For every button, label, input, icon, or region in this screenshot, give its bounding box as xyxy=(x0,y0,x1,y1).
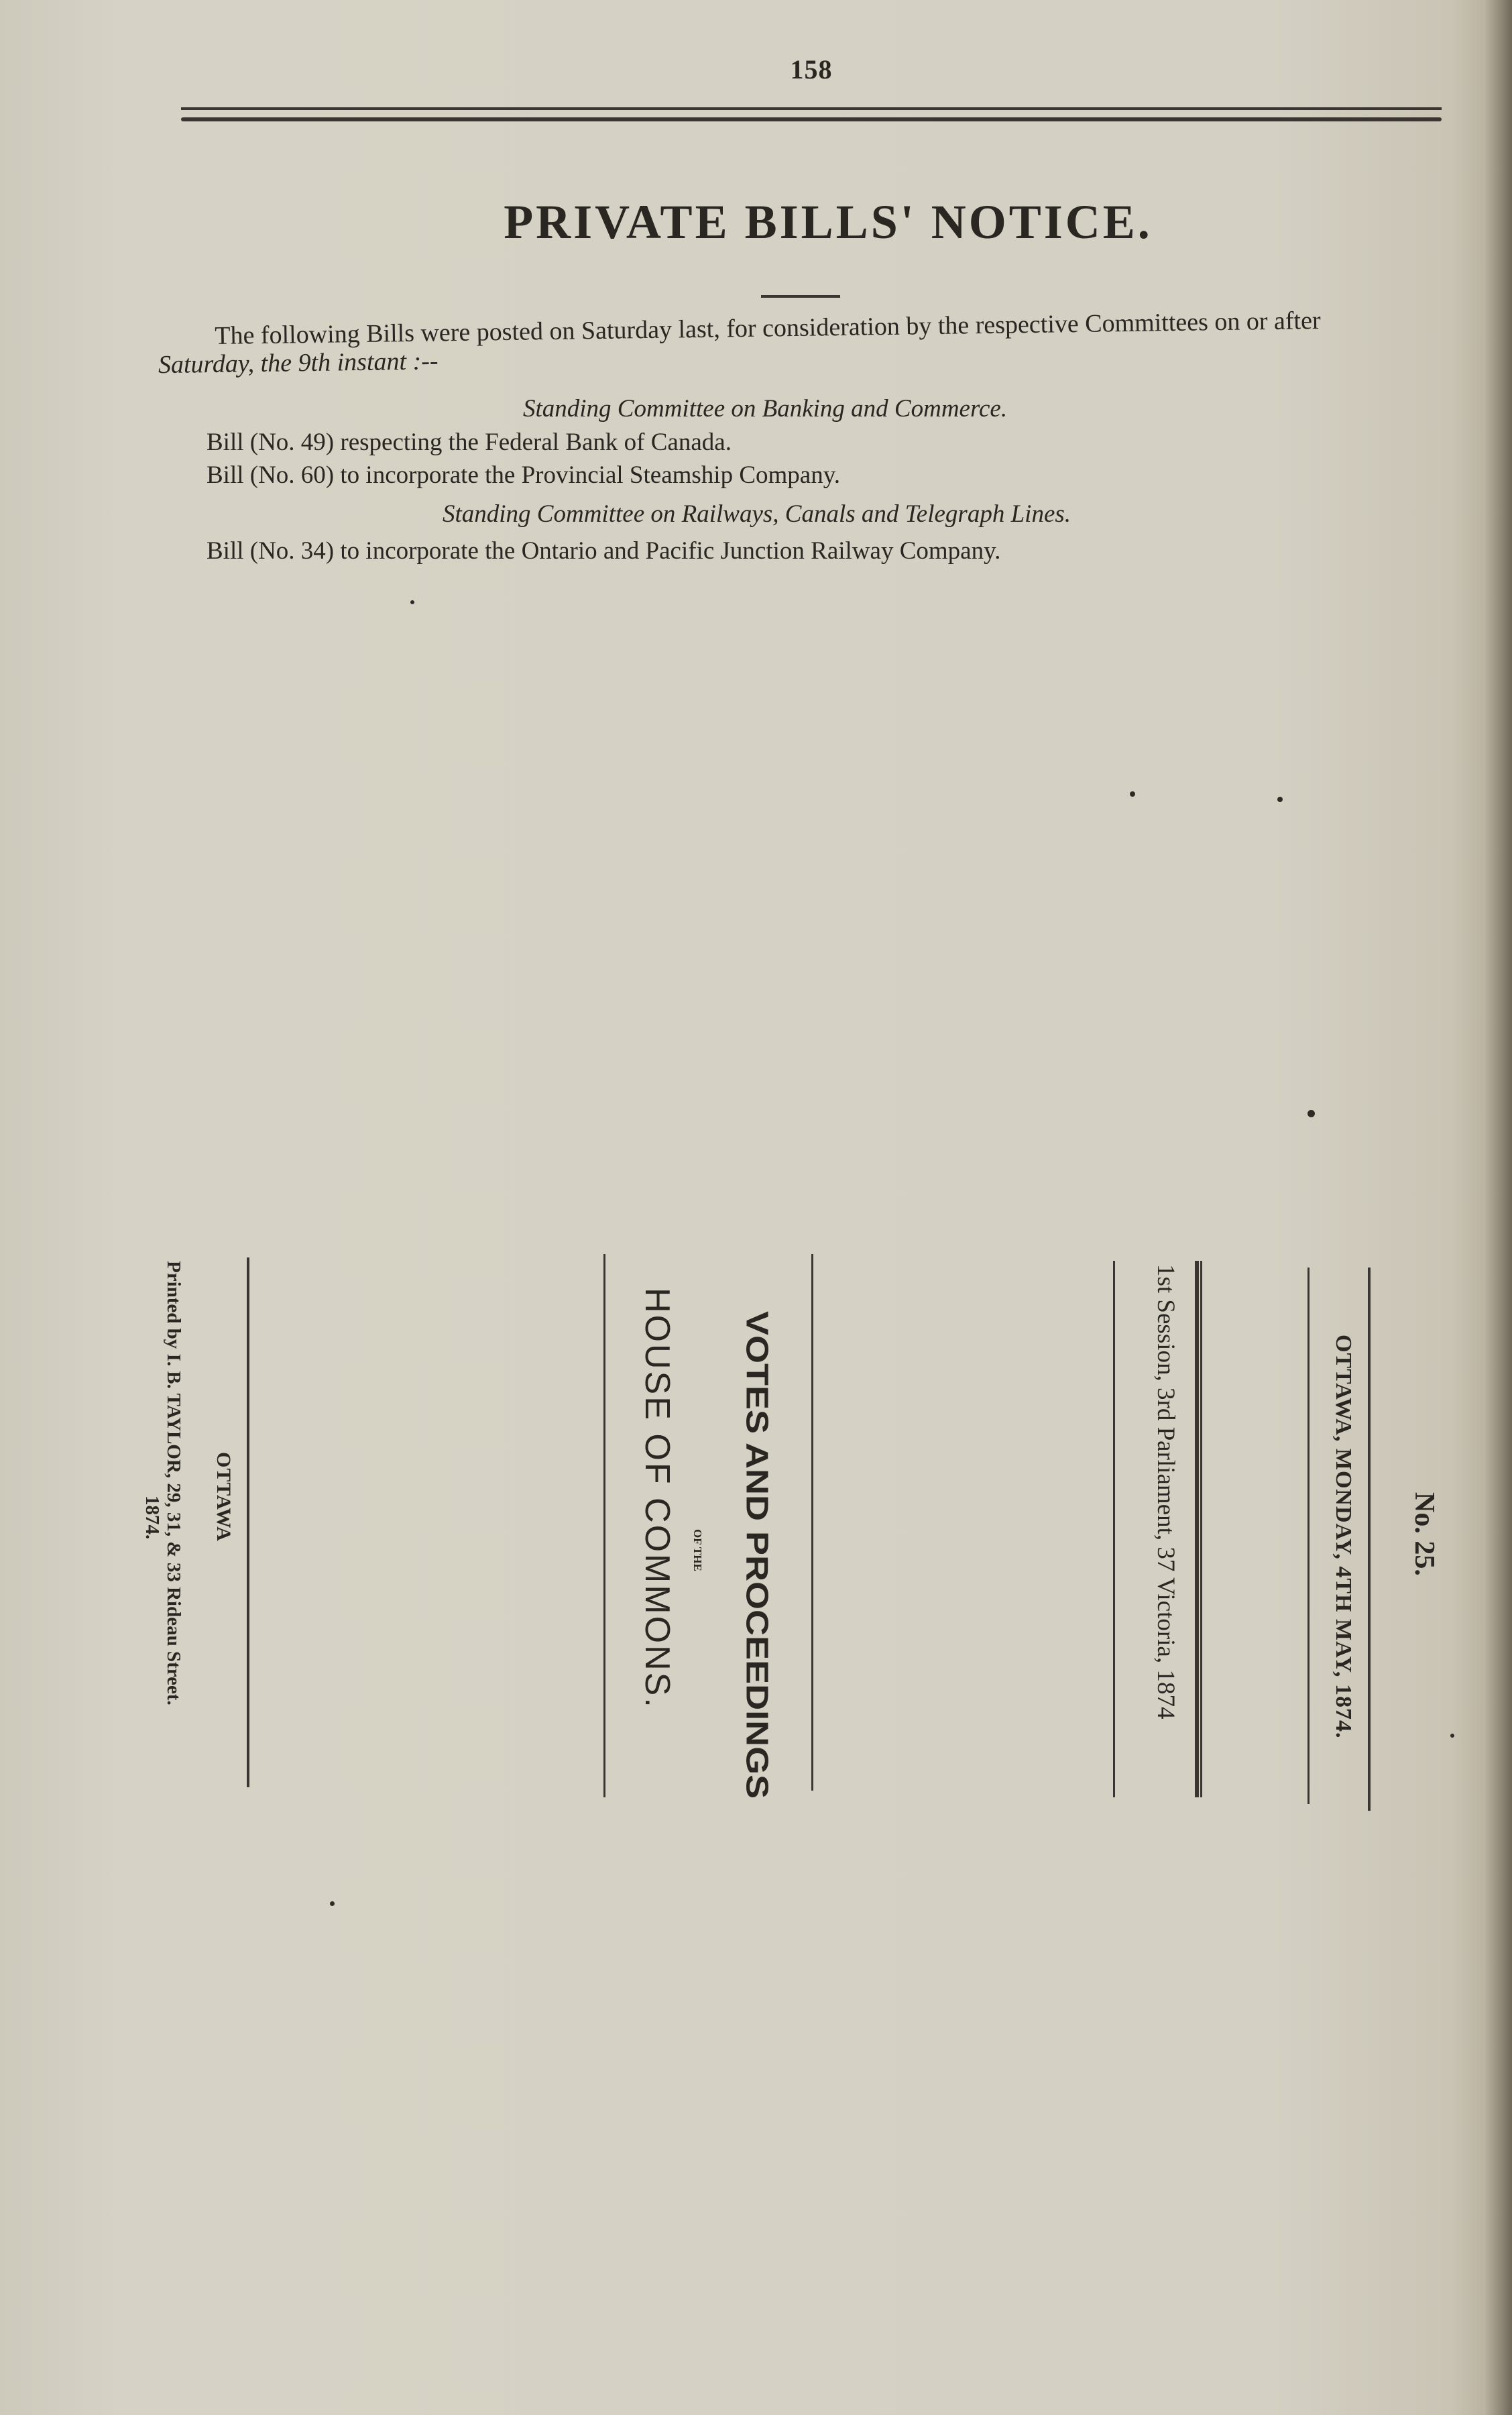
cover-rule xyxy=(603,1254,605,1797)
cover-place: OTTAWA xyxy=(213,1452,235,1542)
cover-rule xyxy=(811,1254,813,1791)
paper-speck xyxy=(410,600,414,604)
cover-title-main: VOTES AND PROCEEDINGS xyxy=(740,1311,774,1799)
paper-speck xyxy=(1130,791,1135,797)
cover-rule xyxy=(247,1257,249,1787)
cover-title-of: OF THE xyxy=(691,1529,704,1571)
header-rule xyxy=(181,107,1442,110)
header-double-rule xyxy=(181,117,1442,121)
committee-heading-railways: Standing Committee on Railways, Canals and Telegraph Lines. xyxy=(443,500,1071,528)
paper-speck xyxy=(330,1901,335,1906)
paper-speck xyxy=(1277,797,1283,802)
cover-rule xyxy=(1368,1268,1371,1811)
cover-rule xyxy=(1113,1261,1115,1797)
notice-title: PRIVATE BILLS' NOTICE. xyxy=(504,195,1153,249)
paper-speck xyxy=(1450,1734,1454,1738)
paper-speck xyxy=(1307,1110,1315,1117)
cover-double-rule xyxy=(1195,1261,1199,1797)
cover-date-line: OTTAWA, MONDAY, 4TH MAY, 1874. xyxy=(1331,1335,1356,1739)
intro-text: The following Bills were posted on Saturday last, for consideration by the respective Committees on or after xyxy=(215,306,1321,350)
bill-item: Bill (No. 49) respecting the Federal Bank of Canada. xyxy=(207,429,732,456)
cover-double-rule xyxy=(1200,1261,1202,1797)
cover-rule xyxy=(1307,1268,1310,1804)
book-spine xyxy=(1485,0,1512,2415)
cover-printer: Printed by I. B. TAYLOR, 29, 31, & 33 Rideau Street. xyxy=(163,1261,184,1705)
cover-session-line: 1st Session, 3rd Parliament, 37 Victoria, 1874 xyxy=(1152,1264,1179,1720)
cover-printer-year: 1874. xyxy=(141,1496,163,1540)
committee-heading-banking: Standing Committee on Banking and Commerce. xyxy=(523,395,1008,423)
title-divider xyxy=(761,295,840,298)
intro-date: Saturday, the 9th instant :-- xyxy=(158,347,439,380)
page-number: 158 xyxy=(790,54,833,85)
cover-title-house: HOUSE OF COMMONS. xyxy=(638,1288,677,1709)
bill-item: Bill (No. 34) to incorporate the Ontario and Pacific Junction Railway Company. xyxy=(207,537,1001,565)
bill-item: Bill (No. 60) to incorporate the Provincial Steamship Company. xyxy=(207,461,841,489)
cover-number: No. 25. xyxy=(1409,1492,1440,1576)
